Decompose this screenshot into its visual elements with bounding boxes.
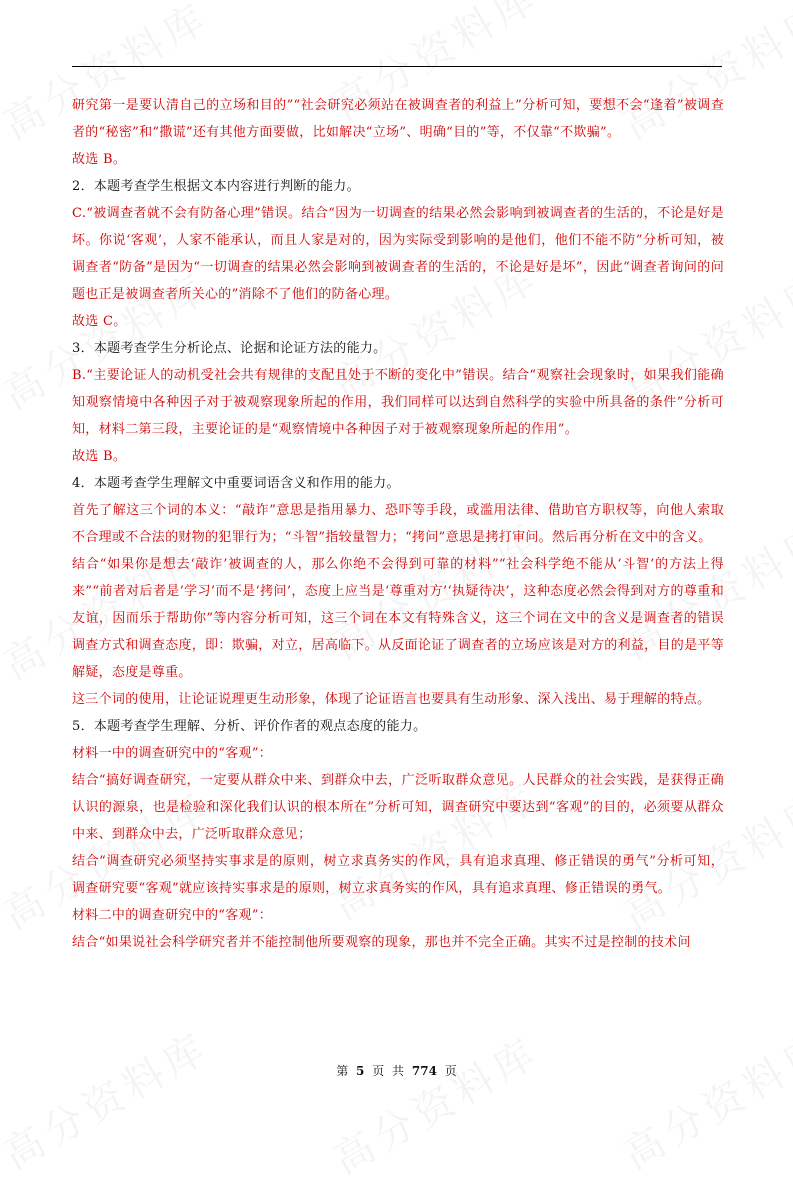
answer-paragraph: 结合“如果说社会科学研究者并不能控制他所要观察的现象，那也并不完全正确。其实不过是控制的技术问 <box>72 935 691 950</box>
watermark-text <box>321 1021 549 1185</box>
answer-paragraph: 研究第一是要认清自己的立场和目的”“社会研究必须站在被调查者的利益上”分析可知，要想不会“逢着”被调查者的“秘密”和“撒谎”还有其他方面要做，比如解决“立场”、明确“目的”等，不仅靠“不欺骗”。 <box>72 98 724 140</box>
watermark-text <box>611 1016 793 1180</box>
page-total: 774 <box>411 1064 437 1078</box>
answer-choice: 故选 C。 <box>72 314 127 329</box>
answer-choice: 故选 B。 <box>72 449 127 464</box>
answer-paragraph: B.“主要论证人的动机受社会共有规律的支配且处于不断的变化中”错误。结合“观察社会现象时，如果我们能确知观察情境中各种因子对于被观察现象所起的作用，我们同样可以达到自然科学的实验中所具备的条件”分析可知，材料二第三段，主要论证的是“观察情境中各种因子对于被观察现象所起的作用”。 <box>72 368 724 437</box>
answer-paragraph: 这三个词的使用，让论证说理更生动形象，体现了论证语言也要具有生动形象、深入浅出、易于理解的特点。 <box>72 692 711 707</box>
footer-middle: 页 共 <box>372 1064 405 1078</box>
page-number: 5 <box>356 1064 365 1078</box>
answer-paragraph: 首先了解这三个词的本义：“敲诈”意思是指用暴力、恐吓等手段，或滥用法律、借助官方职权等，向他人索取不合理或不合法的财物的犯罪行为；“斗智”指较量智力；“拷问”意思是拷打审问。然后再分析在文中的含义。 <box>72 503 724 545</box>
footer-prefix: 第 <box>336 1064 349 1078</box>
answer-paragraph: 结合“搞好调查研究，一定要从群众中来、到群众中去，广泛听取群众意见。人民群众的社会实践，是获得正确认识的源泉，也是检验和深化我们认识的根本所在”分析可知，调查研究中要达到“客观”的目的，必须要从群众中来、到群众中去，广泛听取群众意见； <box>72 773 724 842</box>
watermark-text <box>0 1016 219 1180</box>
answer-paragraph: 结合“调查研究必须坚持实事求是的原则，树立求真务实的作风，具有追求真理、修正错误的勇气”分析可知，调查研究要“客观”就应该持实事求是的原则，树立求真务实的作风，具有追求真理、修正错误的勇气。 <box>72 854 724 896</box>
answer-paragraph: C.“被调查者就不会有防备心理”错误。结合“因为一切调查的结果必然会影响到被调查者的生活的，不论是好是坏。你说‘客观’，人家不能承认，而且人家是对的，因为实际受到影响的是他们，他们不能不防”分析可知，被调查者“防备”是因为“一切调查的结果必然会影响到被调查者的生活的，不论是好是坏”，因此“调查者询问的问题也正是被调查者所关心的”消除不了他们的防备心理。 <box>72 206 724 302</box>
question-heading: 2．本题考查学生根据文本内容进行判断的能力。 <box>72 179 360 194</box>
document-body <box>72 92 724 956</box>
question-heading: 5．本题考查学生理解、分析、评价作者的观点态度的能力。 <box>72 719 427 734</box>
question-heading: 3．本题考查学生分析论点、论据和论证方法的能力。 <box>72 341 387 356</box>
answer-paragraph: 材料一中的调查研究中的“客观”： <box>72 746 273 761</box>
answer-choice: 故选 B。 <box>72 152 127 167</box>
answer-paragraph: 材料二中的调查研究中的“客观”： <box>72 908 273 923</box>
header-rule <box>72 66 722 67</box>
footer-suffix: 页 <box>444 1064 457 1078</box>
answer-paragraph: 结合“如果你是想去‘敲诈’被调查的人，那么你绝不会得到可靠的材料”“社会科学绝不能从‘斗智’的方法上得来”“前者对后者是‘学习’而不是‘拷问’，态度上应当是‘尊重对方’‘执疑待决’，这种态度必然会得到对方的尊重和友谊，因而乐于帮助你”等内容分析可知，这三个词在本文有特殊含义，这三个词在文中的含义是调查者的错误调查方式和调查态度，即：欺骗，对立，居高临下。从反面论证了调查者的立场应该是对方的利益，目的是平等解疑，态度是尊重。 <box>72 557 724 680</box>
page-footer <box>0 1062 793 1079</box>
question-heading: 4．本题考查学生理解文中重要词语含义和作用的能力。 <box>72 476 400 491</box>
